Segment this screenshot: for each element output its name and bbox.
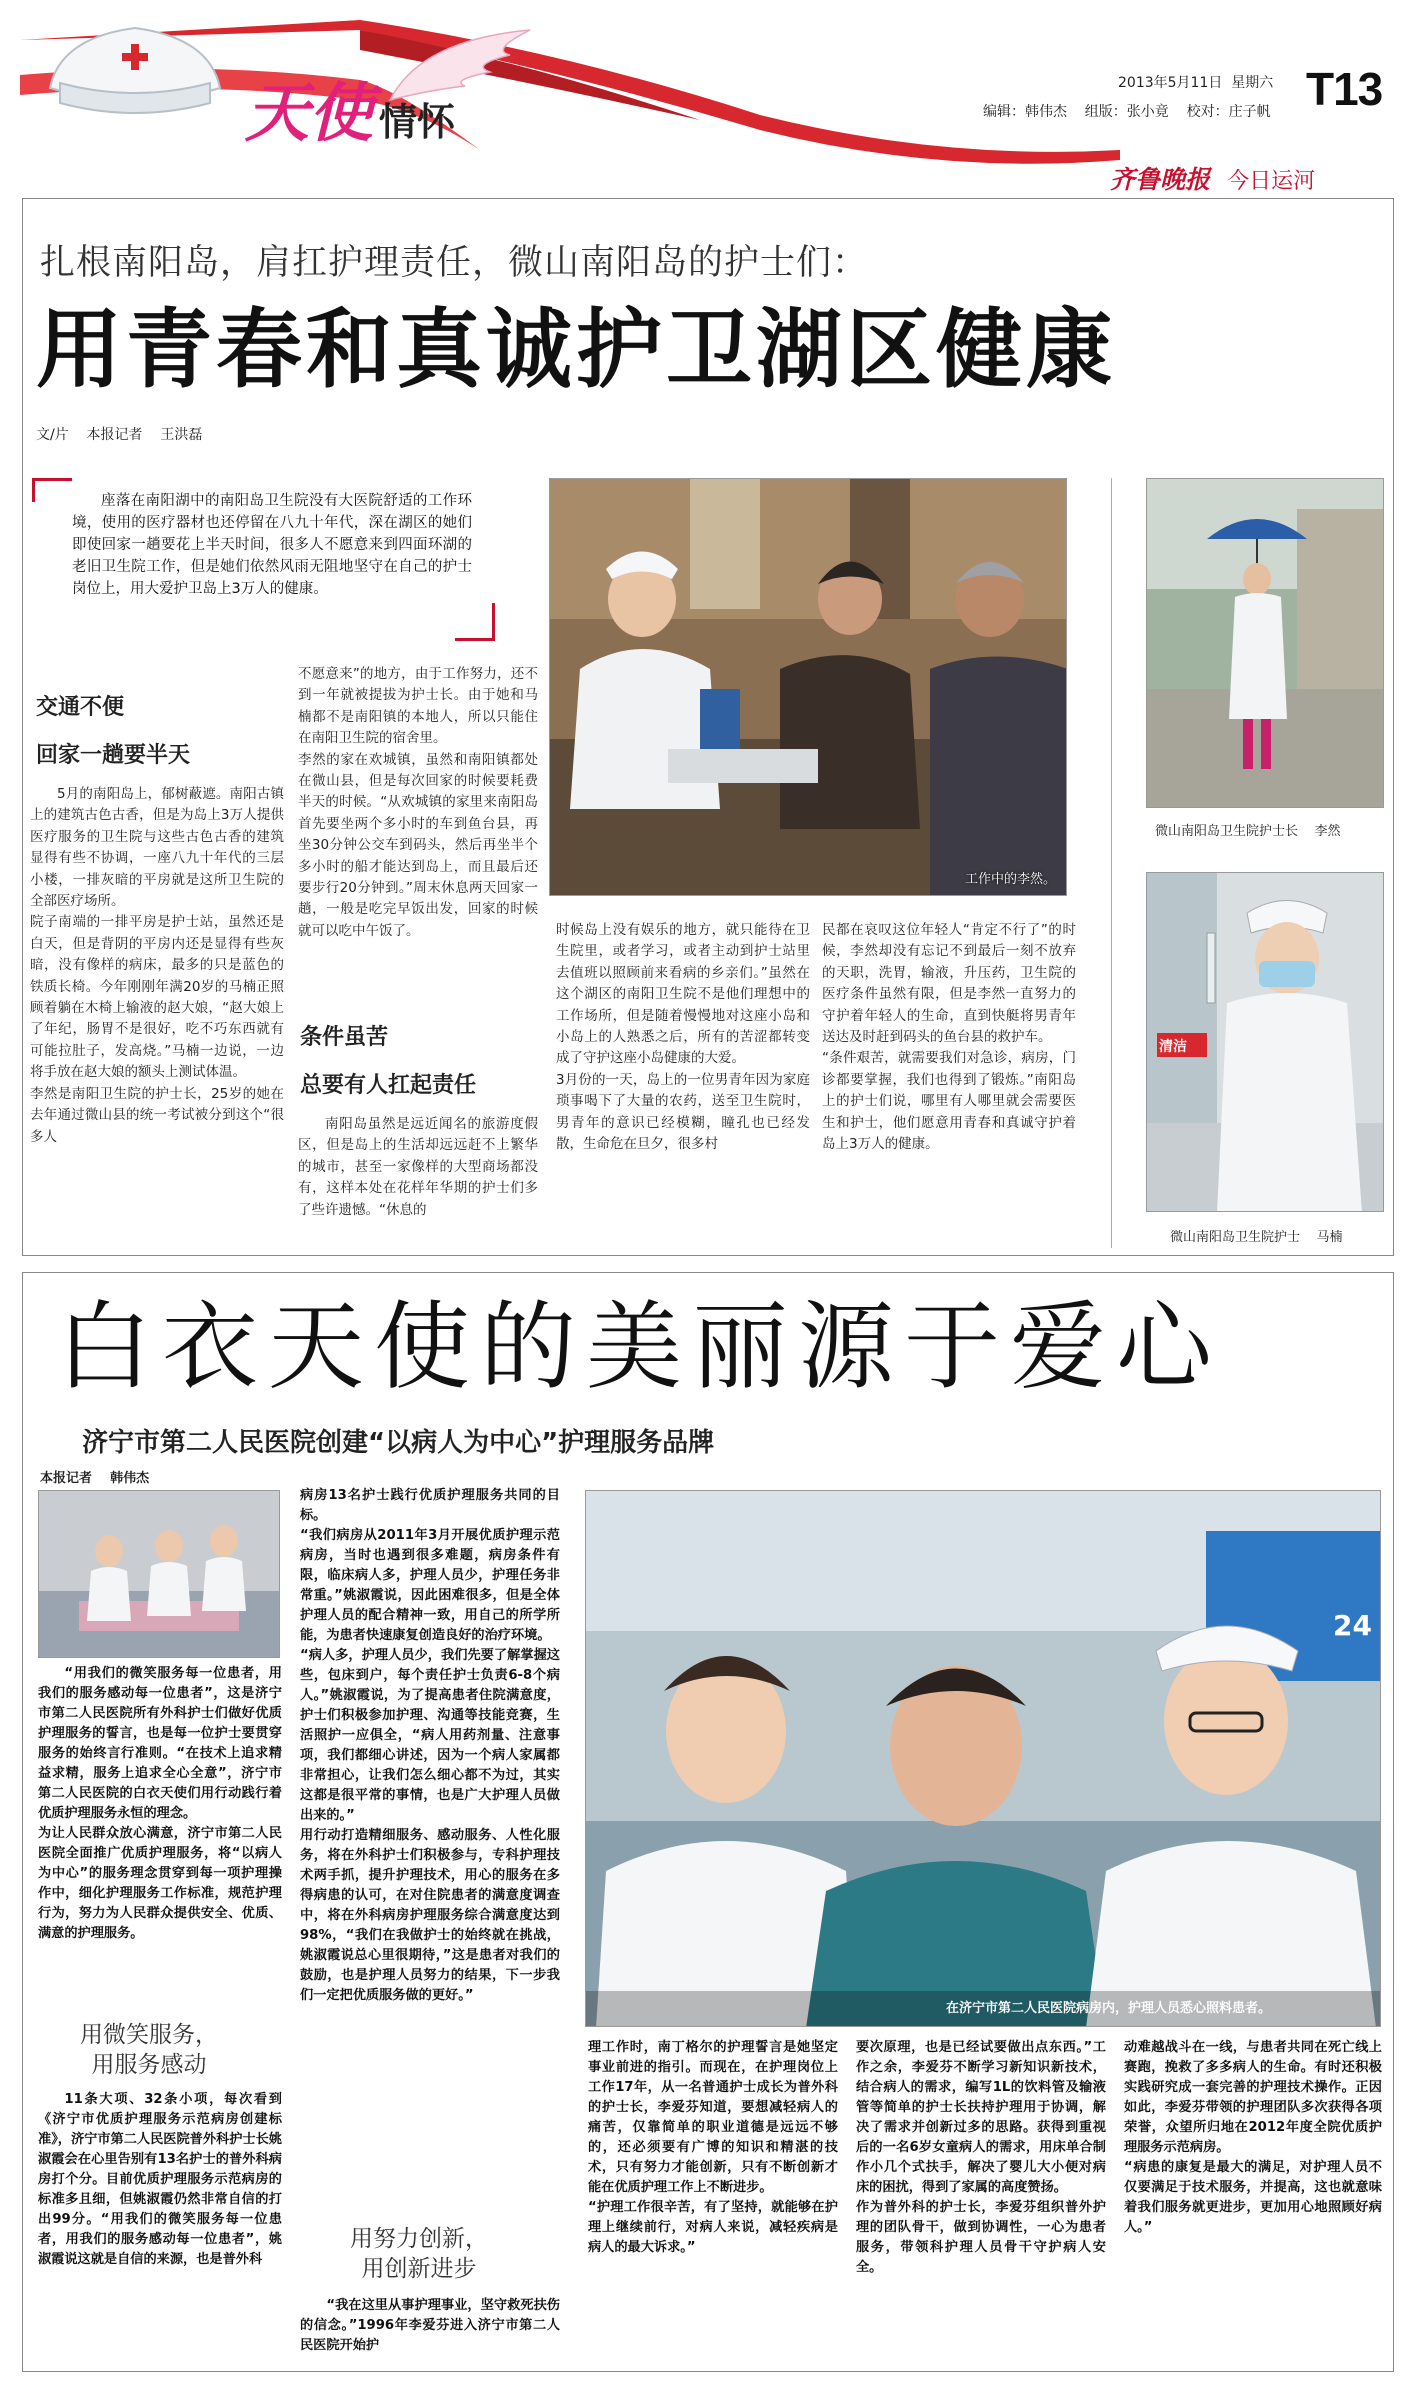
photo-nurse-at-work-image [550,479,1067,896]
subhead-transport-1: 交通不便 [36,695,125,720]
big-photo-caption: 在济宁市第二人民医院病房内，护理人员悉心照料患者。 [946,2001,1272,2016]
photo-nurse-syringe [1146,872,1384,1212]
article1-column-2b: 南阳岛虽然是远近闻名的旅游度假区，但是岛上的生活却远远赶不上繁华的城市，甚至一家像样的大型商场都没有，这样本处在花样年华期的护士们多了些许遗憾。“休息的 [298,1116,538,1218]
photo1-caption: 工作中的李然。 [964,872,1056,887]
section-title-sub: 情怀 [379,99,456,144]
article2-column-d: 要次原理，也是已经试要做出点东西。”工作之余，李爱芬不断学习新知识新技术，结合病人的需求，编写1L的饮料管及输液管等简单的护士长扶持护理用于协调，解决了需求并创新过多的思路。获得到重视后的一名6岁女童病人的需求，用床单合制作小几个式扶手，解决了婴儿大小便对病床的困扰，得到了家属的高度赞扬。 作为普外科的护士长，李爱芬组织普外护理的团队骨干，做到协调性，一心为患者服务，带领科护理人员骨干守护病人安全。 [856,2040,1106,2275]
room-number-sign: 24 [1333,1609,1372,1642]
column-divider [1111,478,1112,1248]
photo-head-nurse-umbrella-image [1147,479,1384,808]
article2-column-b2: “我在这里从事护理事业，坚守救死扶伤的信念。”1996年李爱芬进入济宁市第二人民医院开始护 [300,2298,560,2353]
subhead-conditions-1: 条件虽苦 [300,1025,389,1050]
subhead-conditions-2: 总要有人扛起责任 [300,1073,477,1098]
masthead [0,0,1417,194]
photo-nurse-at-work [549,478,1067,896]
article2-headline: 白衣天使的美丽源于爱心 [56,1291,1222,1403]
photo3-caption: 微山南阳岛卫生院护士 马楠 [1170,1230,1343,1245]
article1-byline: 文/片 本报记者 王洪磊 [36,427,203,443]
paper-logo [1110,160,1315,196]
article2-column-b: 病房13名护士践行优质护理服务共同的目标。 “我们病房从2011年3月开展优质护理示范病房，当时也遇到很多难题，病房条件有限，临床病人多，护理人员少，护理任务非常重。”姚淑霞说，因此困难很多，但是全体护理人员的配合精神一致，用自己的所学所能，为患者快速康复创造良好的治疗环境。 “病人多，护理人员少，我们先要了解掌握这些，包床到户，每个责任护士负责6-8个病人。”姚淑霞说，为了提高患者住院满意度，护士们积极参加护理、沟通等技能竞赛，生活照护一应俱全，“病人用药剂量、注意事项，我们都细心讲述，因为一个病人家属都非常担心，让我们怎么细心都不为过，其实这都是很平常的事情，也是广大护理人员做出来的。” 用行动打造精细服务、感动服务、人性化服务，将在外科护士们积极参与，专科护理技术两手抓，提升护理技术，用心的服务在多得病患的认可，在对住院患者的满意度调查中，将在外科病房护理服务综合满意度达到98%，“我们在我做护士的始终就在挑战，姚淑霞说总心里很期待，”这是患者对我们的鼓励，也是护理人员努力的结果，下一步我们一定把优质服务做的更好。” [300,1488,560,2003]
article1-kicker: 扎根南阳岛，肩扛护理责任，微山南阳岛的护士们： [40,243,869,283]
lede-bracket-bottom [455,603,495,641]
nurse-cap-icon [40,18,230,138]
article2-column-e: 动难越战斗在一线，与患者共同在死亡线上赛跑，挽救了多多病人的生命。有时还积极实践研究成一套完善的护理技术操作。正因如此，李爱芬带领的护理团队多次获得各项荣誉，众望所归地在2012年度全院优质护理服务示范病房。 “病患的康复是最大的满足，对护理人员不仅要满足于技术服务，并提高，这也就意味着我们服务就更进步，更加用心地照顾好病人。” [1124,2040,1382,2235]
article1-column-1: 5月的南阳岛上，郁树蔽遮。南阳古镇上的建筑古色古香，但是为岛上3万人提供医疗服务的卫生院与这些古色古香的建筑显得有些不协调，一座八九十年代的三层小楼，一排灰暗的平房就是这所卫生院的全部医疗场所。 院子南端的一排平房是护士站，虽然还是白天，但是背阴的平房内还是显得有些灰暗，没有像样的病床，最多的只是蓝色的铁质长椅。今年刚刚年满20岁的马楠正照顾着躺在木椅上输液的赵大娘，“赵大娘上了年纪，肠胃不是很好，吃不巧东西就有可能拉肚子，发高烧。”马楠一边说，一边将手放在赵大娘的额头上测试体温。 李然是南阳卫生院的护士长，25岁的她在去年通过微山县的统一考试被分到这个“很多人 [30,786,284,1145]
photo-nurses-caring-patient-image [586,1491,1381,2027]
article1-column-2a: 不愿意来”的地方，由于工作努力，还不到一年就被提拔为护士长。由于她和马楠都不是南阳镇的本地人，所以只能住在南阳卫生院的宿舍里。 李然的家在欢城镇，虽然和南阳镇都处在微山县，但是每次回家的时候要耗费半天的时候。“从欢城镇的家里来南阳岛首先要坐两个多小时的车到鱼台县，再坐30分钟公交车到码头，然后再坐半个多小时的船才能达到岛上，而且最后还要步行20分钟到。”周末休息两天回家一趟，一般是吃完早饭出发，回家的时候就可以吃中午饭了。 [298,666,538,939]
article1-column-4: 民都在哀叹这位年轻人“肯定不行了”的时候，李然却没有忘记不到最后一刻不放弃的天职，洗胃，输液，升压药，卫生院的医疗条件虽然有限，但是李然一直努力的守护着年轻人的生命，直到快艇将男青年送达及时赶到码头的鱼台县的救护车。 “条件艰苦，就需要我们对急诊，病房，门诊都要掌握，我们也得到了锻炼。”南阳岛上的护士们说，哪里有人哪里就会需要医生和护士，他们愿意用青春和真诚守护着岛上3万人的健康。 [822,922,1076,1153]
photo-head-nurse-umbrella [1146,478,1384,808]
article2-subheadline: 济宁市第二人民医院创建“以病人为中心”护理服务品牌 [82,1428,715,1458]
article1-headline: 用青春和真诚护卫湖区健康 [36,300,1116,400]
subhead-smile-service: 用微笑服务， 用服务感动 [80,2022,218,2078]
article1-lede: 座落在南阳湖中的南阳岛卫生院没有大医院舒适的工作环境，使用的医疗器材也还停留在八九十年代，深在湖区的她们即使回家一趟要花上半天时间，很多人不愿意来到四面环湖的老旧卫生院工作，但是她们依然风雨无阻地坚守在自己的护士岗位上，用大爱护卫岛上3万人的健康。 [72,493,472,597]
section-title-main: 天使 [245,76,373,151]
subhead-transport-2: 回家一趟要半天 [36,743,191,768]
photo-nurses-caring-patient [585,1490,1381,2027]
page-number: T13 [1306,63,1383,115]
lede-bracket-top [32,478,72,502]
article2-byline: 本报记者 韩伟杰 [40,1471,150,1486]
edition-name: 今日运河 [1227,169,1316,194]
article2-column-a: “用我们的微笑服务每一位患者，用我们的服务感动每一位患者”，这是济宁市第二人民医院所有外科护士们做好优质护理服务的誓言，也是每一位护士要贯穿服务的始终言行准则。“在技术上追求精益求精，服务上追求全心全意”，济宁市第二人民医院的白衣天使们用行动践行着优质护理服务永恒的理念。 为让人民群众放心满意，济宁市第二人民医院全面推广优质护理服务，将“以病人为中心”的服务理念贯穿到每一项护理操作中，细化护理服务工作标准，规范护理行为，努力为人民群众提供安全、优质、满意的护理服务。 [38,1666,282,1941]
issue-date [1118,72,1273,92]
date-text: 2013年5月11日 [1118,75,1223,91]
wall-sign: 清洁 [1159,1039,1187,1055]
article1-column-3: 时候岛上没有娱乐的地方，就只能待在卫生院里，或者学习，或者主动到护士站里去值班以照顾前来看病的乡亲们。”虽然在这个湖区的南阳卫生院不是他们理想中的工作场所，但是随着慢慢地对这座小岛和小岛上的人熟悉之后，所有的苦涩都转变成了守护这座小岛健康的大爱。 3月份的一天，岛上的一位男青年因为家庭琐事喝下了大量的农药，送至卫生院时，男青年的意识已经模糊，瞳孔也已经发散，生命危在旦夕，很多村 [556,922,810,1153]
editor-credits: 编辑：韩伟杰 组版：张小竟 校对：庄子帆 [983,104,1271,120]
photo2-caption: 微山南阳岛卫生院护士长 李然 [1155,824,1341,839]
article2-column-a2: 11条大项、32条小项，每次看到《济宁市优质护理服务示范病房创建标准》，济宁市第二人民医院普外科护士长姚淑霞会在心里告别有13名护士的普外科病房打个分。目前优质护理服务示范病房的标准多且细，但姚淑霞仍然非常自信的打出99分。“用我们的微笑服务每一位患者，用我们的服务感动每一位患者”，姚淑霞说这就是自信的来源，也是普外科 [38,2092,282,2267]
subhead-innovation: 用努力创新， 用创新进步 [350,2226,488,2282]
paper-name: 齐鲁晚报 [1110,165,1211,194]
photo-nurses-ward [38,1490,280,1658]
section-title [245,62,455,154]
weekday-text: 星期六 [1231,75,1274,91]
article2-column-c: 理工作时，南丁格尔的护理誓言是她坚定事业前进的指引。而现在，在护理岗位上工作17年，从一名普通护士成长为普外科的护士长，李爱芬知道，要想减轻病人的痛苦，仅靠简单的职业道德是远远不够的，还必须要有广博的知识和精湛的技术，只有努力才能创新，只有不断创新才能在优质护理工作上不断进步。 “护理工作很辛苦，有了坚持，就能够在护理上继续前行，对病人来说，减轻疾病是病人的最大诉求。” [588,2040,838,2255]
photo-nurses-ward-image [39,1491,280,1658]
